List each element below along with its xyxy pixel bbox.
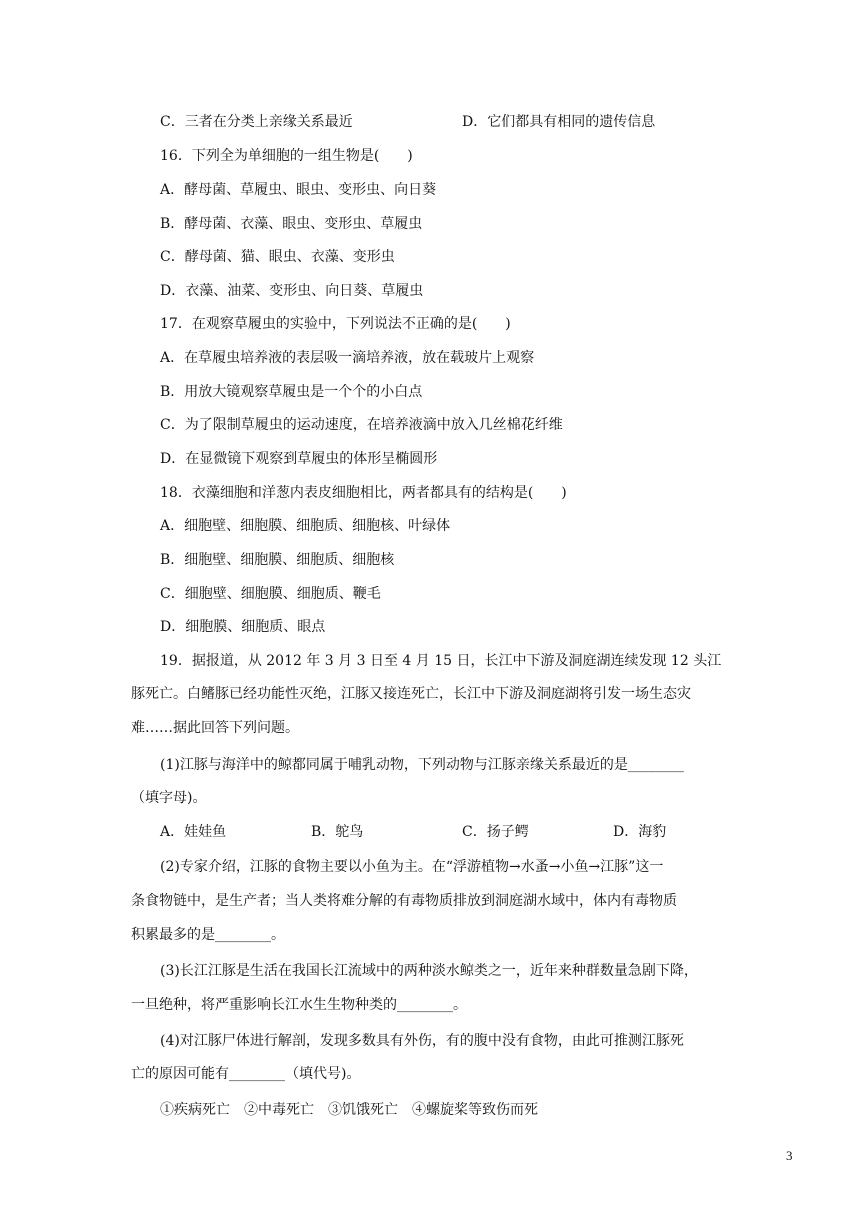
q16-option-c: C．酵母菌、猫、眼虫、衣藻、变形虫 — [160, 249, 395, 265]
q19-intro-line-2: 豚死亡。白鳍豚已经功能性灭绝，江豚又接连死亡，长江中下游及洞庭湖将引发一场生态灾 — [131, 686, 691, 702]
q18-stem: 18．衣藻细胞和洋葱内表皮细胞相比，两者都具有的结构是( ) — [160, 485, 567, 501]
q16-option-b: B．酵母菌、衣藻、眼虫、变形虫、草履虫 — [160, 216, 423, 232]
q19-sub2-line-2: 条食物链中，是生产者；当人类将难分解的有毒物质排放到洞庭湖水域中，体内有毒物质 — [131, 893, 677, 909]
q17-option-d: D．在显微镜下观察到草履虫的体形呈椭圆形 — [160, 451, 438, 467]
q17-option-c: C．为了限制草履虫的运动速度，在培养液滴中放入几丝棉花纤维 — [160, 417, 563, 433]
q19-sub4-line-2: 亡的原因可能有________（填代号)。 — [131, 1066, 361, 1082]
q19-sub4-line-1: (4)对江豚尸体进行解剖，发现多数具有外伤，有的腹中没有食物，由此可推测江豚死 — [160, 1033, 684, 1049]
q19-intro-line-1: 19．据报道，从 2012 年 3 月 3 日至 4 月 15 日，长江中下游及洞庭湖连续发现 12 头江 — [160, 653, 722, 669]
q19-sub3-line-1: (3)长江江豚是生活在我国长江流域中的两种淡水鲸类之一，近年来种群数量急剧下降， — [160, 963, 698, 979]
q17-stem: 17．在观察草履虫的实验中，下列说法不正确的是( ) — [160, 316, 511, 332]
q19-sub2-line-3: 积累最多的是________。 — [131, 927, 285, 943]
q19-sub1-option-c: C．扬子鳄 — [462, 824, 529, 840]
q18-option-b: B．细胞壁、细胞膜、细胞质、细胞核 — [160, 552, 395, 568]
q18-option-d: D．细胞膜、细胞质、眼点 — [160, 619, 326, 635]
q16-option-d: D．衣藻、油菜、变形虫、向日葵、草履虫 — [160, 283, 424, 299]
q16-stem: 16．下列全为单细胞的一组生物是( ) — [160, 148, 413, 164]
q19-intro-line-3: 难……据此回答下列问题。 — [131, 720, 299, 736]
q18-option-c: C．细胞壁、细胞膜、细胞质、鞭毛 — [160, 586, 381, 602]
q17-option-a: A．在草履虫培养液的表层吸一滴培养液，放在载玻片上观察 — [160, 350, 535, 366]
q19-sub3-line-2: 一旦绝种，将严重影响长江水生生物种类的________。 — [131, 997, 467, 1013]
q19-sub1-option-a: A．娃娃鱼 — [160, 824, 227, 840]
q15-option-c: C．三者在分类上亲缘关系最近 — [160, 114, 353, 130]
q19-sub1-line-1: (1)江豚与海洋中的鲸都同属于哺乳动物，下列动物与江豚亲缘关系最近的是________ — [160, 757, 684, 773]
q19-sub1-option-b: B．鸵鸟 — [311, 824, 364, 840]
q17-option-b: B．用放大镜观察草履虫是一个个的小白点 — [160, 384, 423, 400]
page-number: 3 — [786, 1148, 793, 1163]
q16-option-a: A．酵母菌、草履虫、眼虫、变形虫、向日葵 — [160, 182, 437, 198]
q19-sub4-choices: ①疾病死亡 ②中毒死亡 ③饥饿死亡 ④螺旋桨等致伤而死 — [160, 1102, 538, 1118]
q19-sub2-line-1: (2)专家介绍，江豚的食物主要以小鱼为主。在“浮游植物→水蚤→小鱼→江豚”这一 — [160, 859, 664, 875]
q18-option-a: A．细胞壁、细胞膜、细胞质、细胞核、叶绿体 — [160, 518, 451, 534]
q15-option-d: D．它们都具有相同的遗传信息 — [462, 114, 656, 130]
q19-sub1-option-d: D．海豹 — [613, 824, 667, 840]
q19-sub1-line-2: （填字母)。 — [131, 790, 207, 806]
